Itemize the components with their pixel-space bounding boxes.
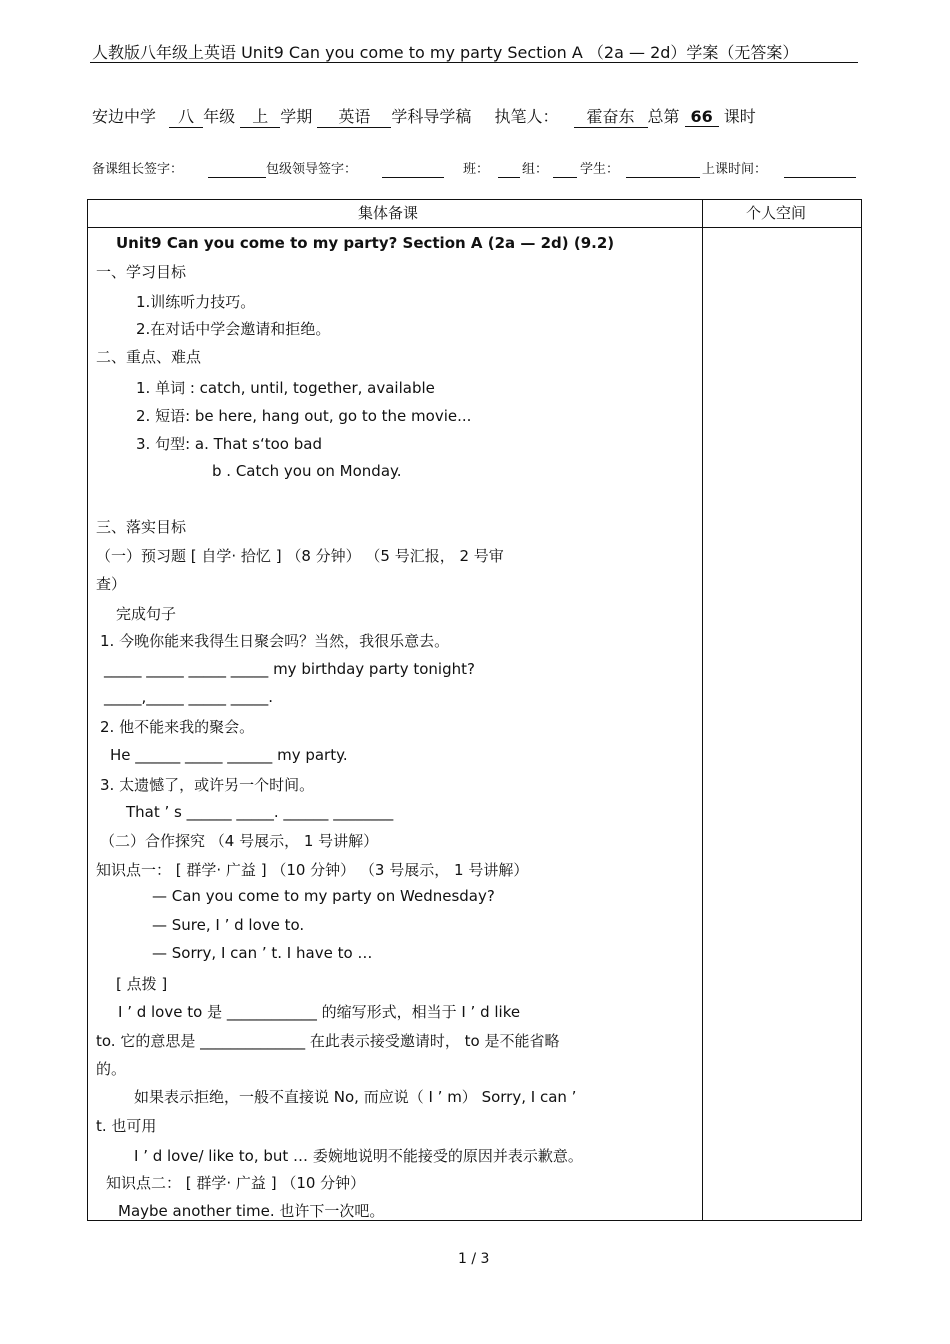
author-label: 执笔人： bbox=[494, 107, 559, 126]
grade-value: 八 bbox=[169, 104, 203, 128]
lesson-label: 课时 bbox=[723, 107, 756, 126]
question-1-blank-a: _____ _____ _____ _____ my birthday party tonight? bbox=[104, 660, 475, 678]
lesson-table bbox=[87, 199, 862, 1221]
knowledge-2-line: Maybe another time. 也许下一次吧。 bbox=[118, 1202, 385, 1220]
term-label: 学期 bbox=[280, 107, 313, 126]
col-header-personal: 个人空间 bbox=[746, 204, 807, 222]
time-blank bbox=[784, 177, 856, 178]
meta-line bbox=[92, 104, 756, 128]
question-2: 2. 他不能来我的聚会。 bbox=[100, 718, 255, 736]
knowledge-1-dialog: — Sorry, I can ’ t. I have to … bbox=[152, 944, 373, 962]
section-2-item: 3. 句型: a. That s‘too bad bbox=[136, 435, 322, 453]
knowledge-1-title: 知识点一： [ 群学· 广益 ] （10 分钟） （3 号展示， 1 号讲解） bbox=[96, 861, 529, 879]
question-2-blank: He ______ _____ ______ my party. bbox=[110, 746, 348, 764]
term-value: 上 bbox=[240, 104, 280, 128]
total-value: 66 bbox=[685, 107, 719, 127]
knowledge-1-dialog: — Sure, I ’ d love to. bbox=[152, 916, 305, 934]
knowledge-1-explain: I ’ d love to 是 ____________ 的缩写形式，相当于 I ’ d like bbox=[118, 1003, 521, 1021]
section-1-title: 一、学习目标 bbox=[96, 263, 187, 281]
leader-sign-label: 备课组长签字： bbox=[92, 162, 184, 177]
lesson-title: Unit9 Can you come to my party? Section A (2a — 2d) (9.2) bbox=[116, 234, 615, 252]
leader-sign-blank bbox=[208, 177, 266, 178]
subject-label: 学科导学稿 bbox=[391, 107, 472, 126]
question-3: 3. 太遗憾了，或许另一个时间。 bbox=[100, 776, 315, 794]
section-2-item: 1. 单词 : catch, until, together, available bbox=[136, 379, 435, 397]
question-1: 1. 今晚你能来我得生日聚会吗？当然，我很乐意去。 bbox=[100, 632, 450, 650]
section-2-title: 二、重点、难点 bbox=[96, 348, 202, 366]
boss-sign-blank bbox=[382, 177, 444, 178]
section-3-title: 三、落实目标 bbox=[96, 518, 187, 536]
student-blank bbox=[626, 177, 700, 178]
grade-label: 年级 bbox=[203, 107, 236, 126]
knowledge-1-explain: 的。 bbox=[96, 1060, 127, 1078]
col-header-main: 集体备课 bbox=[358, 204, 419, 222]
section-1-item: 2.在对话中学会邀请和拒绝。 bbox=[136, 320, 331, 338]
preview-title: （一）预习题 [ 自学· 拾忆 ] （8 分钟） （5 号汇报， 2 号审 bbox=[96, 547, 504, 565]
school-name: 安边中学 bbox=[92, 107, 157, 126]
question-3-blank: That ’ s ______ _____. ______ ________ bbox=[126, 803, 394, 821]
class-blank bbox=[498, 177, 520, 178]
section-1-item: 1.训练听力技巧。 bbox=[136, 293, 256, 311]
question-1-blank-b: _____,_____ _____ _____. bbox=[104, 688, 274, 706]
time-label: 上课时间： bbox=[702, 162, 768, 177]
knowledge-1-explain: I ’ d love/ like to, but … 委婉地说明不能接受的原因并表示歉意。 bbox=[134, 1147, 583, 1165]
total-label: 总第 bbox=[647, 107, 680, 126]
explore-title: （二）合作探究 （4 号展示， 1 号讲解） bbox=[100, 832, 379, 850]
preview-subtitle: 完成句子 bbox=[116, 605, 177, 623]
author-value: 霍奋东 bbox=[574, 104, 648, 128]
knowledge-2-title: 知识点二： [ 群学· 广益 ] （10 分钟） bbox=[106, 1174, 366, 1192]
preview-title-cont: 查） bbox=[96, 575, 127, 593]
subject-value: 英语 bbox=[317, 104, 391, 128]
boss-sign-label: 包级领导签字： bbox=[266, 162, 358, 177]
knowledge-1-explain: 如果表示拒绝，一般不直接说 No, 而应说（ I ’ m） Sorry, I can ’ bbox=[134, 1088, 577, 1106]
knowledge-1-explain: to. 它的意思是 ______________ 在此表示接受邀请时， to 是不能省略 bbox=[96, 1032, 560, 1050]
class-label: 班： bbox=[463, 162, 490, 177]
column-divider bbox=[702, 199, 703, 1221]
group-label: 组： bbox=[522, 162, 549, 177]
page-header: 人教版八年级上英语 Unit9 Can you come to my party Section A （2a — 2d）学案（无答案） bbox=[92, 43, 799, 62]
page-number: 1 / 3 bbox=[458, 1251, 490, 1267]
section-2-item: b . Catch you on Monday. bbox=[212, 462, 402, 480]
section-2-item: 2. 短语: be here, hang out, go to the movie... bbox=[136, 407, 472, 425]
knowledge-1-tip: [ 点拨 ] bbox=[116, 975, 168, 993]
knowledge-1-explain: t. 也可用 bbox=[96, 1117, 157, 1135]
student-label: 学生： bbox=[580, 162, 620, 177]
header-rule bbox=[90, 62, 858, 63]
group-blank bbox=[553, 177, 577, 178]
header-row-divider bbox=[87, 227, 862, 228]
knowledge-1-dialog: — Can you come to my party on Wednesday? bbox=[152, 887, 495, 905]
